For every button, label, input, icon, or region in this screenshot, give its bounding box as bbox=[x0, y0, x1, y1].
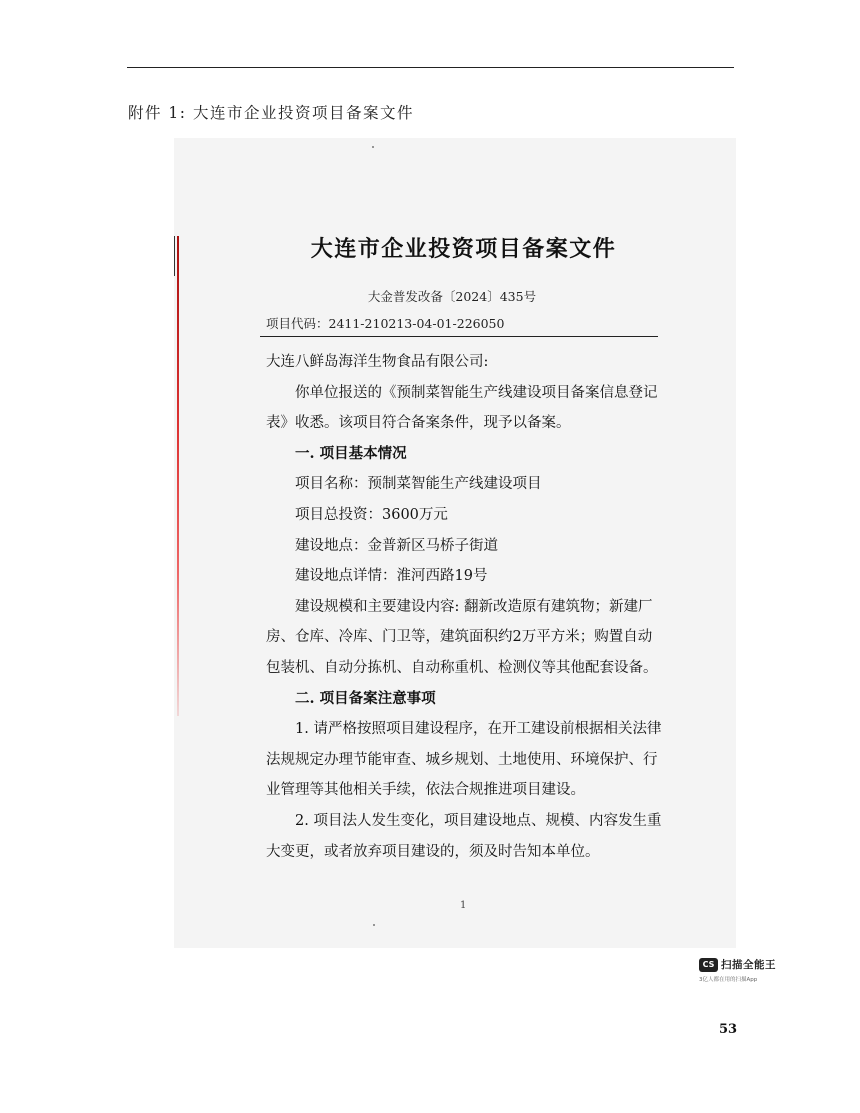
note-1: 1. 请严格按照项目建设程序，在开工建设前根据相关法律法规规定办理节能审查、城乡规划、土地使用、环境保护、行业管理等其他相关手续，依法合规推进项目建设。 bbox=[266, 721, 662, 799]
section-1-heading: 一. 项目基本情况 bbox=[295, 444, 407, 462]
field-value: 金普新区马桥子街道 bbox=[367, 537, 498, 554]
annex-title: 大连市企业投资项目备案文件 bbox=[192, 104, 414, 122]
project-code-rule bbox=[260, 336, 658, 337]
field-location bbox=[266, 531, 664, 562]
scan-speck bbox=[372, 146, 374, 148]
section-2-heading: 二. 项目备案注意事项 bbox=[295, 689, 436, 707]
field-label: 建设地点： bbox=[295, 537, 368, 554]
field-location-detail bbox=[266, 561, 664, 592]
scanner-logo-tagline: 3亿人都在用的扫描App bbox=[699, 977, 758, 983]
field-label: 项目名称： bbox=[295, 476, 368, 493]
document-title: 大连市企业投资项目备案文件 bbox=[310, 236, 617, 262]
field-label: 项目总投资： bbox=[295, 506, 382, 523]
scanner-logo bbox=[699, 957, 776, 972]
scale-content-paragraph: 建设规模和主要建设内容: 翻新改造原有建筑物；新建厂房、仓库、冷库、门卫等，建筑面积约2万平方米；购置自动包装机、自动分拣机、自动称重机、检测仪等其他配套设备。 bbox=[266, 598, 658, 676]
annex-heading bbox=[128, 101, 414, 123]
note-2: 2. 项目法人发生变化，项目建设地点、规模、内容发生重大变更，或者放弃项目建设的，须及时告知本单位。 bbox=[266, 812, 662, 860]
recipient: 大连八鲜岛海洋生物食品有限公司: bbox=[266, 354, 489, 370]
scan-speck bbox=[373, 924, 375, 926]
scanner-logo-name: 扫描全能王 bbox=[721, 959, 776, 971]
scan-page-number: 1 bbox=[460, 900, 467, 911]
field-total-investment bbox=[266, 500, 664, 531]
header-rule bbox=[127, 67, 734, 68]
page-number: 53 bbox=[719, 1022, 738, 1037]
field-label: 建设地点详情： bbox=[295, 568, 397, 585]
camscanner-icon: CS bbox=[699, 958, 718, 972]
binding-mark bbox=[177, 236, 179, 716]
annex-label: 附件 1: bbox=[128, 104, 187, 122]
document-body bbox=[266, 347, 664, 867]
field-value: 淮河西路19号 bbox=[396, 568, 488, 585]
field-project-name bbox=[266, 469, 664, 500]
document-number: 大金普发改备〔2024〕435号 bbox=[367, 289, 537, 304]
project-code: 项目代码：2411-210213-04-01-226050 bbox=[266, 316, 505, 331]
binding-mark-dark bbox=[174, 236, 175, 276]
field-value: 3600万元 bbox=[382, 506, 448, 523]
intro-paragraph: 你单位报送的《预制菜智能生产线建设项目备案信息登记表》收悉。该项目符合备案条件，现予以备案。 bbox=[266, 384, 658, 432]
field-value: 预制菜智能生产线建设项目 bbox=[367, 476, 542, 493]
